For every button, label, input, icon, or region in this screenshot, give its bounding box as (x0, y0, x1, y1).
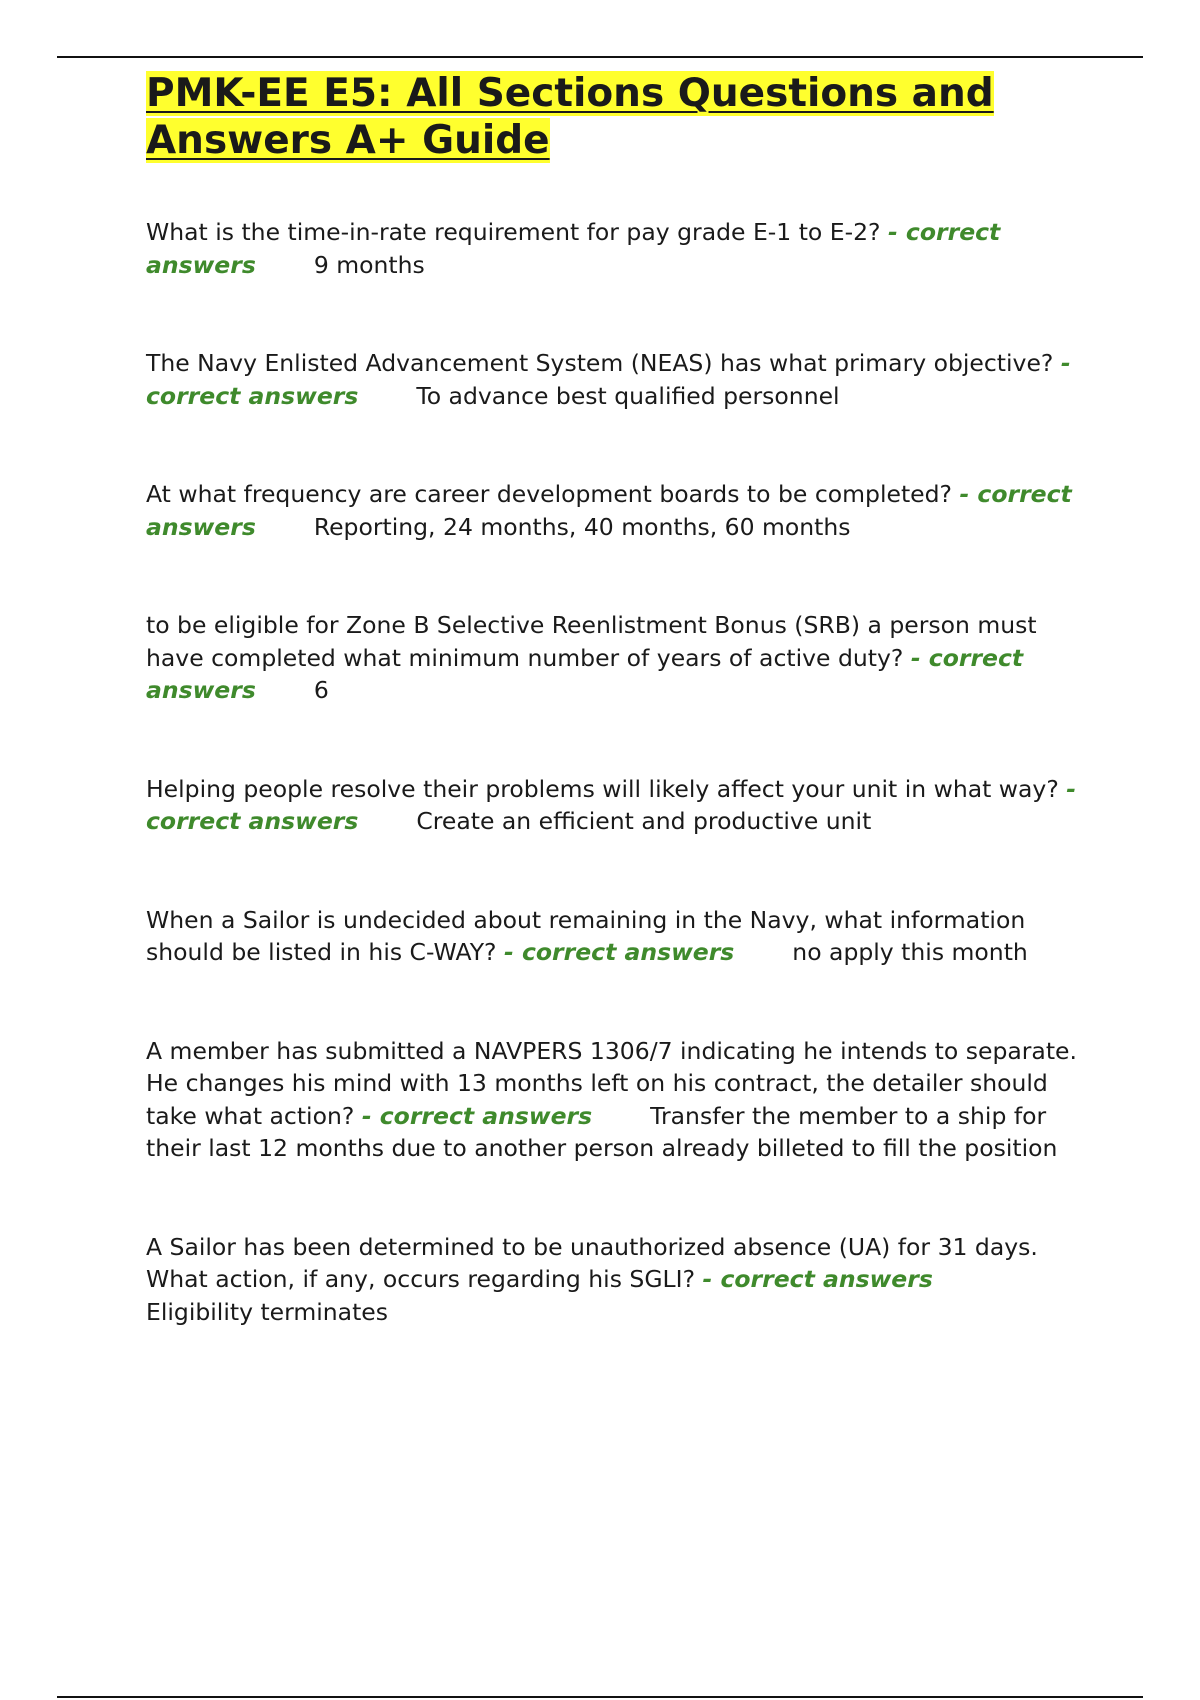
qa-item-5 (146, 773, 1092, 838)
document-body (146, 70, 1092, 1328)
top-rule (57, 56, 1143, 58)
answer-marker: - correct answers (146, 349, 1071, 410)
qa-item-2 (146, 347, 1092, 412)
answer-text: Reporting, 24 months, 40 months, 60 months (313, 512, 851, 541)
qa-item-8 (146, 1231, 1092, 1329)
answer-text: no apply this month (792, 938, 1028, 966)
answer-text: Eligibility terminates (146, 1297, 388, 1326)
qa-item-4 (146, 609, 1092, 707)
question-text: to be eligible for Zone B Selective Reenlistment Bonus (SRB) a person must have completed what minimum number of years of active duty? (146, 611, 1037, 672)
qa-list (146, 216, 1092, 1328)
question-text: What is the time-in-rate requirement for pay grade E-1 to E-2? (146, 218, 881, 246)
answer-text: To advance best qualified personnel (416, 381, 840, 410)
answer-marker: - correct answers (146, 218, 1001, 279)
qa-item-7 (146, 1035, 1092, 1165)
answer-marker: - correct answers (361, 1101, 593, 1130)
question-text: At what frequency are career development boards to be completed? (146, 480, 952, 508)
qa-item-6 (146, 904, 1092, 969)
document-title: PMK-EE E5: All Sections Questions and Answers A+ Guide (146, 71, 994, 163)
question-text: A member has submitted a NAVPERS 1306/7 indicating he intends to separate. He changes his mind with 13 months left on his contract, the detailer should take what action? (146, 1036, 1077, 1130)
qa-item-3 (146, 478, 1092, 543)
bottom-rule (57, 1696, 1143, 1698)
answer-text: 9 months (313, 250, 425, 279)
answer-text: Create an efficient and productive unit (416, 807, 872, 835)
question-text: When a Sailor is undecided about remaining in the Navy, what information should be listed in his C-WAY? (146, 905, 1026, 966)
answer-marker: - correct answers (504, 938, 735, 966)
answer-marker: - correct answers (146, 480, 1072, 541)
question-text: The Navy Enlisted Advancement System (NEAS) has what primary objective? (146, 349, 1054, 377)
question-text: A Sailor has been determined to be unauthorized absence (UA) for 31 days. What action, if any, occurs regarding his SGLI? (146, 1232, 1038, 1293)
answer-marker: - correct answers (146, 643, 1024, 704)
question-text: Helping people resolve their problems will likely affect your unit in what way? (146, 774, 1059, 803)
answer-text: Transfer the member to a ship for their last 12 months due to another person already billeted to fill the position (146, 1101, 1058, 1162)
qa-item-1 (146, 216, 1092, 281)
answer-marker: - correct answers (702, 1265, 933, 1293)
answer-text: 6 (313, 676, 329, 704)
answer-marker: - correct answers (146, 774, 1077, 835)
